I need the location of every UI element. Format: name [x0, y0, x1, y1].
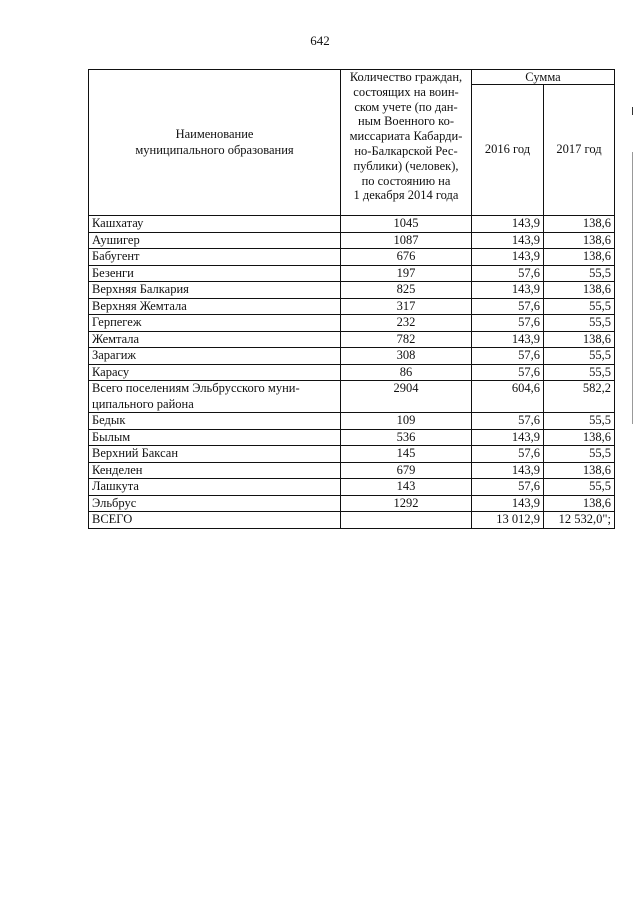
header-sum: Сумма — [472, 70, 615, 85]
cell-2016: 143,9 — [472, 331, 544, 348]
cell-name: Всего поселениям Эльбрусского муни- ципального района — [89, 381, 341, 413]
cell-2016: 57,6 — [472, 446, 544, 463]
table-row — [89, 413, 615, 430]
cell-name: Верхняя Балкария — [89, 282, 341, 299]
cell-count — [341, 512, 472, 529]
table-row — [89, 495, 615, 512]
cell-2017: 55,5 — [544, 265, 615, 282]
cell-name: Аушигер — [89, 232, 341, 249]
cell-2017: 12 532,0"; — [544, 512, 615, 529]
cell-2017: 55,5 — [544, 298, 615, 315]
cell-count: 145 — [341, 446, 472, 463]
cell-count: 1045 — [341, 216, 472, 233]
cell-count: 317 — [341, 298, 472, 315]
cell-name: Кашхатау — [89, 216, 341, 233]
cell-count: 1292 — [341, 495, 472, 512]
table-row — [89, 462, 615, 479]
cell-2016: 57,6 — [472, 315, 544, 332]
cell-2016: 143,9 — [472, 282, 544, 299]
cell-count: 143 — [341, 479, 472, 496]
cell-count: 676 — [341, 249, 472, 266]
header-count-text: Количество граждан, состоящих на воин- ском учете (по дан- ным Военного ко- миссариата Кабарди- но-Балкарской Рес- публики) (человек), по состоянию на 1 декабря 2014 года — [349, 70, 463, 203]
header-name-text: Наименование муниципального образования — [135, 127, 294, 157]
cell-name: Зарагиж — [89, 348, 341, 365]
table-row — [89, 282, 615, 299]
table-row — [89, 232, 615, 249]
cell-2017: 138,6 — [544, 429, 615, 446]
cell-count: 232 — [341, 315, 472, 332]
cell-2017: 138,6 — [544, 216, 615, 233]
cell-2016: 143,9 — [472, 232, 544, 249]
cell-count: 825 — [341, 282, 472, 299]
cell-count: 86 — [341, 364, 472, 381]
cell-name: ВСЕГО — [89, 512, 341, 529]
header-count — [341, 70, 472, 216]
cell-name: Карасу — [89, 364, 341, 381]
table-row — [89, 216, 615, 233]
cell-2016: 143,9 — [472, 495, 544, 512]
cell-2016: 57,6 — [472, 265, 544, 282]
cell-2016: 57,6 — [472, 364, 544, 381]
page-number: 642 — [310, 33, 330, 48]
table-row — [89, 479, 615, 496]
cell-name: Герпегеж — [89, 315, 341, 332]
cell-name: Былым — [89, 429, 341, 446]
cell-2017: 55,5 — [544, 413, 615, 430]
cell-name: Безенги — [89, 265, 341, 282]
table-row — [89, 446, 615, 463]
cell-count: 197 — [341, 265, 472, 282]
table-row — [89, 348, 615, 365]
header-2017: 2017 год — [544, 85, 615, 216]
cell-2016: 57,6 — [472, 348, 544, 365]
cell-2016: 13 012,9 — [472, 512, 544, 529]
cell-2017: 138,6 — [544, 232, 615, 249]
cell-count: 2904 — [341, 381, 472, 413]
cell-2016: 143,9 — [472, 429, 544, 446]
data-table — [88, 69, 615, 529]
cell-count: 782 — [341, 331, 472, 348]
cell-count: 1087 — [341, 232, 472, 249]
margin-mark — [632, 107, 633, 115]
cell-count: 536 — [341, 429, 472, 446]
cell-2016: 143,9 — [472, 216, 544, 233]
cell-2016: 143,9 — [472, 462, 544, 479]
cell-2016: 57,6 — [472, 298, 544, 315]
cell-2017: 55,5 — [544, 446, 615, 463]
cell-2016: 143,9 — [472, 249, 544, 266]
cell-count: 679 — [341, 462, 472, 479]
cell-2016: 57,6 — [472, 413, 544, 430]
cell-2017: 55,5 — [544, 479, 615, 496]
cell-name: Бедык — [89, 413, 341, 430]
cell-name: Кенделен — [89, 462, 341, 479]
table-row — [89, 298, 615, 315]
table-row — [89, 429, 615, 446]
cell-name: Жемтала — [89, 331, 341, 348]
cell-2017: 138,6 — [544, 282, 615, 299]
cell-2016: 604,6 — [472, 381, 544, 413]
header-name — [89, 70, 341, 216]
cell-2017: 55,5 — [544, 364, 615, 381]
header-2016: 2016 год — [472, 85, 544, 216]
cell-2017: 138,6 — [544, 249, 615, 266]
table-row — [89, 315, 615, 332]
cell-name: Бабугент — [89, 249, 341, 266]
cell-count: 109 — [341, 413, 472, 430]
cell-2017: 138,6 — [544, 462, 615, 479]
cell-2016: 57,6 — [472, 479, 544, 496]
table-row — [89, 364, 615, 381]
cell-2017: 138,6 — [544, 331, 615, 348]
cell-2017: 55,5 — [544, 348, 615, 365]
table-row — [89, 249, 615, 266]
cell-name: Лашкута — [89, 479, 341, 496]
table-body — [89, 216, 615, 529]
cell-2017: 582,2 — [544, 381, 615, 413]
cell-2017: 55,5 — [544, 315, 615, 332]
table-row — [89, 512, 615, 529]
table-row — [89, 381, 615, 413]
table-row — [89, 265, 615, 282]
margin-line — [632, 152, 633, 424]
table-row — [89, 331, 615, 348]
cell-2017: 138,6 — [544, 495, 615, 512]
cell-name: Верхняя Жемтала — [89, 298, 341, 315]
cell-count: 308 — [341, 348, 472, 365]
cell-name: Эльбрус — [89, 495, 341, 512]
cell-name: Верхний Баксан — [89, 446, 341, 463]
